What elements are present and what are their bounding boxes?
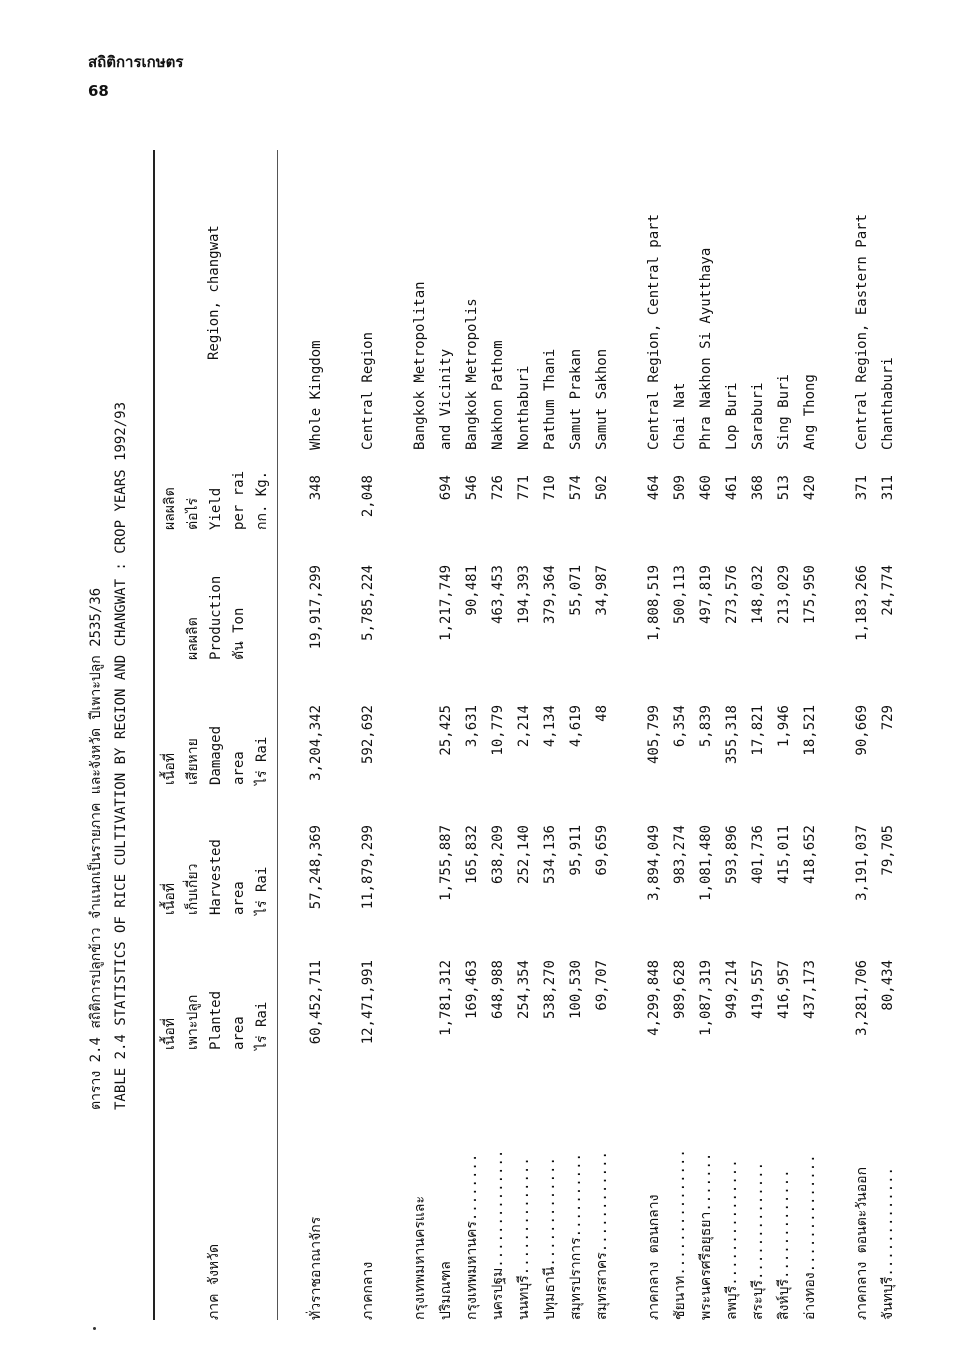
cell-thai: สระบุรี.............. <box>750 1162 766 1320</box>
header-region-thai: ภาค จังหวัด <box>206 1243 222 1320</box>
cell-yield: 2,048 <box>360 475 376 518</box>
cell-damaged: 4,619 <box>568 705 584 748</box>
cell-english: Whole Kingdom <box>308 340 324 450</box>
cell-english: Sing Buri <box>776 374 792 450</box>
cell-thai: ปริมณฑล <box>438 1261 454 1320</box>
cell-yield: 574 <box>568 475 584 501</box>
header-harvested-line: area <box>231 881 247 915</box>
table-row <box>565 80 588 1320</box>
cell-thai: ภาคกลาง <box>360 1261 376 1320</box>
cell-english: Central Region, Eastern Part <box>854 213 870 450</box>
cell-production: 55,071 <box>568 565 584 616</box>
cell-english: Phra Nakhon Si Ayutthaya <box>698 247 714 450</box>
header-bottom-rule <box>277 150 278 1320</box>
cell-yield: 371 <box>854 475 870 501</box>
cell-damaged: 10,779 <box>490 705 506 756</box>
cell-planted: 538,270 <box>542 960 558 1020</box>
cell-damaged: 355,318 <box>724 705 740 765</box>
cell-production: 1,183,266 <box>854 565 870 641</box>
cell-production: 1,217,749 <box>438 565 454 641</box>
header-production <box>182 540 251 660</box>
cell-english: Lop Buri <box>724 382 740 450</box>
cell-thai: กรุงเทพมหานคร........ <box>464 1153 480 1320</box>
cell-thai: สิงห์บุรี............. <box>776 1169 792 1320</box>
cell-yield: 546 <box>464 475 480 501</box>
table-row <box>539 80 562 1320</box>
cell-production: 34,987 <box>594 565 610 616</box>
cell-harvested: 252,140 <box>516 825 532 885</box>
scan-speck <box>93 1327 96 1330</box>
header-damaged-line: เนื้อที่ <box>162 753 178 785</box>
header-harvested-line: ไร่ Rai <box>254 866 270 915</box>
header-planted-line: เนื้อที่ <box>162 1018 178 1050</box>
table-row <box>747 80 770 1320</box>
cell-production: 24,774 <box>880 565 896 616</box>
cell-harvested: 69,659 <box>594 825 610 876</box>
cell-yield: 368 <box>750 475 766 501</box>
header-production-line: ตัน Ton <box>231 607 247 660</box>
header-planted-line: area <box>231 1016 247 1050</box>
header-yield-line: Yield <box>208 487 224 530</box>
table-row <box>877 80 900 1320</box>
cell-production: 194,393 <box>516 565 532 625</box>
cell-planted: 254,354 <box>516 960 532 1020</box>
cell-yield: 460 <box>698 475 714 501</box>
header-planted-line: ไร่ Rai <box>254 1001 270 1050</box>
cell-thai: สมุทรสาคร............ <box>594 1151 610 1320</box>
cell-harvested: 418,652 <box>802 825 818 885</box>
cell-harvested: 593,896 <box>724 825 740 885</box>
cell-planted: 100,530 <box>568 960 584 1020</box>
header-damaged-line: Damaged <box>208 725 224 785</box>
cell-damaged: 18,521 <box>802 705 818 756</box>
table-row <box>513 80 536 1320</box>
header-production-line: ผลผลิต <box>185 617 201 660</box>
cell-harvested: 401,736 <box>750 825 766 885</box>
cell-english: Saraburi <box>750 382 766 450</box>
table-row <box>331 80 354 1320</box>
cell-yield: 348 <box>308 475 324 501</box>
cell-english: Bangkok Metropolitan <box>412 281 428 450</box>
table-row <box>773 80 796 1320</box>
cell-english: Ang Thong <box>802 374 818 450</box>
cell-english: Samut Prakan <box>568 348 584 450</box>
cell-planted: 3,281,706 <box>854 960 870 1036</box>
header-harvested-line: เนื้อที่ <box>162 883 178 915</box>
cell-production: 175,950 <box>802 565 818 625</box>
cell-harvested: 534,136 <box>542 825 558 885</box>
cell-planted: 1,781,312 <box>438 960 454 1036</box>
cell-yield: 509 <box>672 475 688 501</box>
table-row <box>669 80 692 1320</box>
page-number: 68 <box>88 82 109 100</box>
cell-harvested: 57,248,369 <box>308 825 324 910</box>
cell-planted: 80,434 <box>880 960 896 1011</box>
cell-harvested: 1,755,887 <box>438 825 454 901</box>
cell-harvested: 95,911 <box>568 825 584 876</box>
cell-planted: 1,087,319 <box>698 960 714 1036</box>
cell-thai: ภาคกลาง ตอนกลาง <box>646 1194 662 1320</box>
cell-yield: 710 <box>542 475 558 501</box>
cell-thai: กรุงเทพมหานครและ <box>412 1196 428 1320</box>
cell-production: 273,576 <box>724 565 740 625</box>
cell-production: 19,917,299 <box>308 565 324 650</box>
cell-production: 497,819 <box>698 565 714 625</box>
cell-damaged: 405,799 <box>646 705 662 765</box>
cell-harvested: 1,081,480 <box>698 825 714 901</box>
cell-yield: 726 <box>490 475 506 501</box>
header-harvested-line: Harvested <box>208 839 224 915</box>
header-yield <box>159 450 274 530</box>
table-row <box>617 80 640 1320</box>
header-damaged <box>159 685 274 785</box>
cell-harvested: 11,879,299 <box>360 825 376 910</box>
cell-planted: 4,299,848 <box>646 960 662 1036</box>
page-header-title: สถิติการเกษตร <box>88 53 184 71</box>
cell-planted: 648,988 <box>490 960 506 1020</box>
cell-damaged: 90,669 <box>854 705 870 756</box>
cell-yield: 771 <box>516 475 532 501</box>
cell-harvested: 415,011 <box>776 825 792 885</box>
cell-yield: 461 <box>724 475 740 501</box>
table-row <box>591 80 614 1320</box>
table-caption-thai: ตาราง 2.4 สถิติการปลูกข้าว จำแนกเป็นรายภาค และจังหวัด ปีเพาะปลูก 2535/36 <box>88 587 104 1110</box>
cell-yield: 311 <box>880 475 896 501</box>
header-damaged-line: เสียหาย <box>185 738 201 785</box>
cell-yield: 694 <box>438 475 454 501</box>
table-caption-english: TABLE 2.4 STATISTICS OF RICE CULTIVATION BY REGION AND CHANGWAT : CROP YEARS 1992/93 <box>113 401 129 1110</box>
header-yield-line: ต่อไร่ <box>185 497 201 530</box>
cell-production: 463,453 <box>490 565 506 625</box>
table-row <box>305 80 328 1320</box>
table-row <box>643 80 666 1320</box>
header-yield-line: per rai <box>231 470 247 530</box>
header-planted <box>159 940 274 1050</box>
cell-english: Nakhon Pathom <box>490 340 506 450</box>
cell-production: 379,364 <box>542 565 558 625</box>
cell-production: 148,032 <box>750 565 766 625</box>
table-row <box>383 80 406 1320</box>
cell-damaged: 3,204,342 <box>308 705 324 781</box>
header-damaged-line: ไร่ Rai <box>254 736 270 785</box>
cell-thai: ปทุมธานี............. <box>542 1157 558 1320</box>
cell-harvested: 983,274 <box>672 825 688 885</box>
cell-thai: ลพบุรี............... <box>724 1159 740 1320</box>
cell-production: 5,785,224 <box>360 565 376 641</box>
cell-thai: จันทบุรี............. <box>880 1167 896 1320</box>
cell-damaged: 2,214 <box>516 705 532 748</box>
cell-production: 500,113 <box>672 565 688 625</box>
cell-damaged: 6,354 <box>672 705 688 748</box>
table-row <box>409 80 432 1320</box>
table-row <box>461 80 484 1320</box>
header-yield-line: ผลผลิต <box>162 487 178 530</box>
header-harvested <box>159 805 274 915</box>
cell-english: Nonthaburi <box>516 365 532 450</box>
header-damaged-line: area <box>231 751 247 785</box>
cell-damaged: 25,425 <box>438 705 454 756</box>
table-row <box>721 80 744 1320</box>
table-row <box>357 80 380 1320</box>
cell-harvested: 79,705 <box>880 825 896 876</box>
cell-english: and Vicinity <box>438 348 454 450</box>
cell-thai: ชัยนาท............... <box>672 1149 688 1320</box>
rotated-table <box>85 80 935 1320</box>
cell-damaged: 1,946 <box>776 705 792 748</box>
cell-damaged: 3,631 <box>464 705 480 748</box>
cell-harvested: 165,832 <box>464 825 480 885</box>
cell-english: Central Region, Central part <box>646 213 662 450</box>
cell-planted: 949,214 <box>724 960 740 1020</box>
cell-production: 1,808,519 <box>646 565 662 641</box>
table-row <box>487 80 510 1320</box>
header-planted-line: Planted <box>208 990 224 1050</box>
cell-thai: พระนครศรีอยุธยา....... <box>698 1152 714 1320</box>
cell-planted: 60,452,711 <box>308 960 324 1045</box>
cell-english: Chanthaburi <box>880 357 896 450</box>
cell-english: Central Region <box>360 331 376 450</box>
cell-damaged: 17,821 <box>750 705 766 756</box>
cell-english: Pathum Thani <box>542 348 558 450</box>
cell-english: Bangkok Metropolis <box>464 298 480 450</box>
cell-thai: ภาคกลาง ตอนตะวันออก <box>854 1166 870 1320</box>
cell-planted: 419,557 <box>750 960 766 1020</box>
cell-planted: 12,471,991 <box>360 960 376 1045</box>
cell-yield: 513 <box>776 475 792 501</box>
table-row <box>799 80 822 1320</box>
cell-planted: 416,957 <box>776 960 792 1020</box>
cell-planted: 69,707 <box>594 960 610 1011</box>
cell-production: 90,481 <box>464 565 480 616</box>
cell-yield: 502 <box>594 475 610 501</box>
cell-thai: ทั่วราชอาณาจักร <box>308 1216 324 1320</box>
header-harvested-line: เก็บเกี่ยว <box>185 863 201 915</box>
header-yield-line: กก. Kg. <box>254 470 270 530</box>
cell-harvested: 638,209 <box>490 825 506 885</box>
cell-yield: 420 <box>802 475 818 501</box>
cell-thai: สมุทรปราการ.......... <box>568 1153 584 1320</box>
cell-planted: 169,463 <box>464 960 480 1020</box>
cell-damaged: 4,134 <box>542 705 558 748</box>
cell-english: Samut Sakhon <box>594 348 610 450</box>
table-top-rule <box>153 150 155 1320</box>
table-row <box>825 80 848 1320</box>
table-row <box>695 80 718 1320</box>
cell-thai: นนทบุรี.............. <box>516 1157 532 1320</box>
cell-damaged: 5,839 <box>698 705 714 748</box>
cell-harvested: 3,191,037 <box>854 825 870 901</box>
header-planted-line: เพาะปลูก <box>185 994 201 1050</box>
cell-damaged: 729 <box>880 705 896 731</box>
cell-damaged: 592,692 <box>360 705 376 765</box>
header-region-english: Region, changwat <box>206 225 222 360</box>
cell-yield: 464 <box>646 475 662 501</box>
table-row <box>851 80 874 1320</box>
cell-planted: 989,628 <box>672 960 688 1020</box>
table-row <box>435 80 458 1320</box>
cell-damaged: 48 <box>594 705 610 722</box>
cell-thai: อ่างทอง.............. <box>802 1154 818 1320</box>
cell-production: 213,029 <box>776 565 792 625</box>
cell-harvested: 3,894,049 <box>646 825 662 901</box>
cell-planted: 437,173 <box>802 960 818 1020</box>
header-production-line: Production <box>208 575 224 660</box>
cell-english: Chai Nat <box>672 382 688 450</box>
cell-thai: นครปฐม.............. <box>490 1149 506 1320</box>
